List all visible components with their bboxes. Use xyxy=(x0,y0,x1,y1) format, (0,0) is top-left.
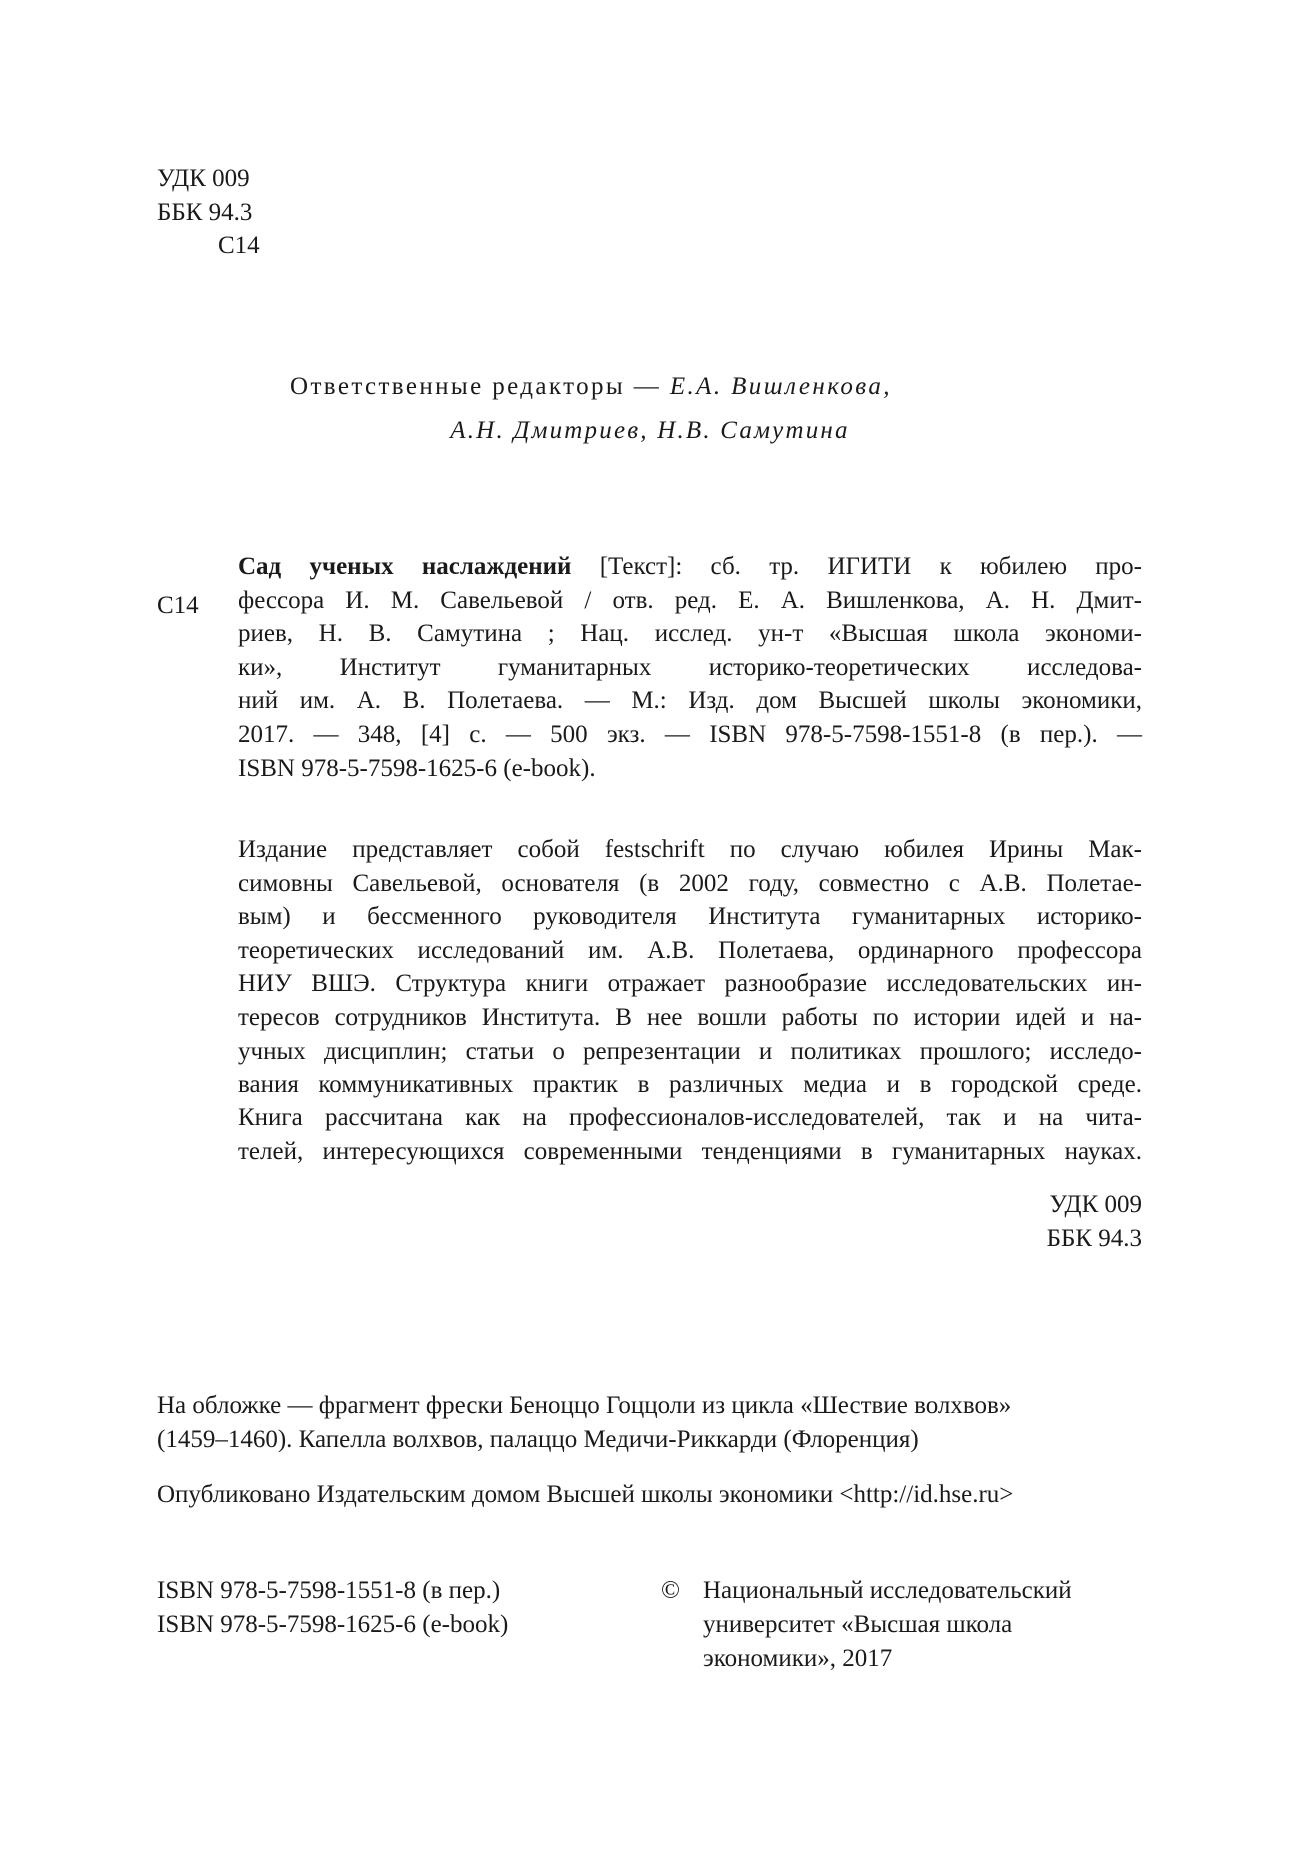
copyright-icon: © xyxy=(661,1577,680,1604)
editors-names-1: Е.А. Вишленкова, xyxy=(669,373,892,400)
abstract-line: Книга рассчитана как на профессионалов-исследователей, так и на чита- xyxy=(238,1104,1142,1131)
abstract-line: учных дисциплин; статьи о репрезентации и политиках прошлого; исследо- xyxy=(238,1037,1142,1065)
publisher-note: Опубликовано Издательским домом Высшей школы экономики <http://id.hse.ru> xyxy=(157,1481,1014,1508)
bib-line: ки», Институт гуманитарных историко-теоретических исследова- xyxy=(238,653,1142,681)
abstract-line: тересов сотрудников Института. В нее вошли работы по истории идей и на- xyxy=(238,1003,1142,1031)
copyright-line-2: университет «Высшая школа xyxy=(703,1611,1013,1638)
cover-note-line-1: На обложке — фрагмент фрески Беноццо Гоццоли из цикла «Шествие волхвов» xyxy=(157,1392,1012,1419)
author-code: С14 xyxy=(218,232,260,259)
right-udk-code: УДК 009 xyxy=(1049,1191,1142,1218)
bibliographic-record xyxy=(238,550,1142,785)
editors-label: Ответственные редакторы — xyxy=(290,373,670,400)
abstract-line: вым) и бессменного руководителя Института гуманитарных историко- xyxy=(238,903,1142,931)
bib-line: ISBN 978-5-7598-1625-6 (e-book). xyxy=(238,754,596,782)
abstract-paragraph-2 xyxy=(238,1101,1142,1168)
abstract-line: НИУ ВШЭ. Структура книги отражает разнообразие исследовательских ин- xyxy=(238,970,1142,998)
bib-line: 2017. — 348, [4] с. — 500 экз. — ISBN 978-5-7598-1551-8 (в пер.). — xyxy=(238,720,1142,748)
bib-line: Сад ученых наслаждений [Текст]: сб. тр. ИГИТИ к юбилею про- xyxy=(238,553,1142,580)
right-bbk-code: ББК 94.3 xyxy=(1046,1225,1142,1252)
abstract-line: симовны Савельевой, основателя (в 2002 году, совместно с А.В. Полетае- xyxy=(238,869,1142,897)
bibliographic-margin-code: С14 xyxy=(157,592,199,619)
isbn-ebook: ISBN 978-5-7598-1625-6 (e-book) xyxy=(157,1611,509,1638)
udk-code: УДК 009 xyxy=(157,165,250,192)
isbn-print: ISBN 978-5-7598-1551-8 (в пер.) xyxy=(157,1577,501,1604)
abstract-line: телей, интересующихся современными тенденциями в гуманитарных науках. xyxy=(238,1137,1142,1165)
bib-line: риев, Н. В. Самутина ; Нац. исслед. ун-т «Высшая школа экономи- xyxy=(238,620,1142,648)
copyright-line-1: Национальный исследовательский xyxy=(703,1577,1072,1604)
abstract-paragraph-1 xyxy=(238,833,1142,1102)
cover-note-line-2: (1459–1460). Капелла волхвов, палаццо Медичи-Риккарди (Флоренция) xyxy=(157,1426,919,1453)
abstract-line: теоретических исследований им. А.В. Полетаева, ординарного профессора xyxy=(238,936,1142,964)
bib-line: фессора И. М. Савельевой / отв. ред. Е. А. Вишленкова, А. Н. Дмит- xyxy=(238,586,1142,614)
bbk-code: ББК 94.3 xyxy=(157,199,253,226)
editors-line-2: А.Н. Дмитриев, Н.В. Самутина xyxy=(450,417,850,444)
editors-line-1 xyxy=(290,370,892,403)
abstract-line: Издание представляет собой festschrift по случаю юбилея Ирины Мак- xyxy=(238,836,1142,863)
bib-line: ний им. А. В. Полетаева. — М.: Изд. дом Высшей школы экономики, xyxy=(238,687,1142,715)
book-title: Сад ученых наслаждений xyxy=(238,553,572,580)
copyright-line-3: экономики», 2017 xyxy=(703,1645,893,1672)
abstract-line: вания коммуникативных практик в различных медиа и в городской среде. xyxy=(238,1071,1142,1099)
